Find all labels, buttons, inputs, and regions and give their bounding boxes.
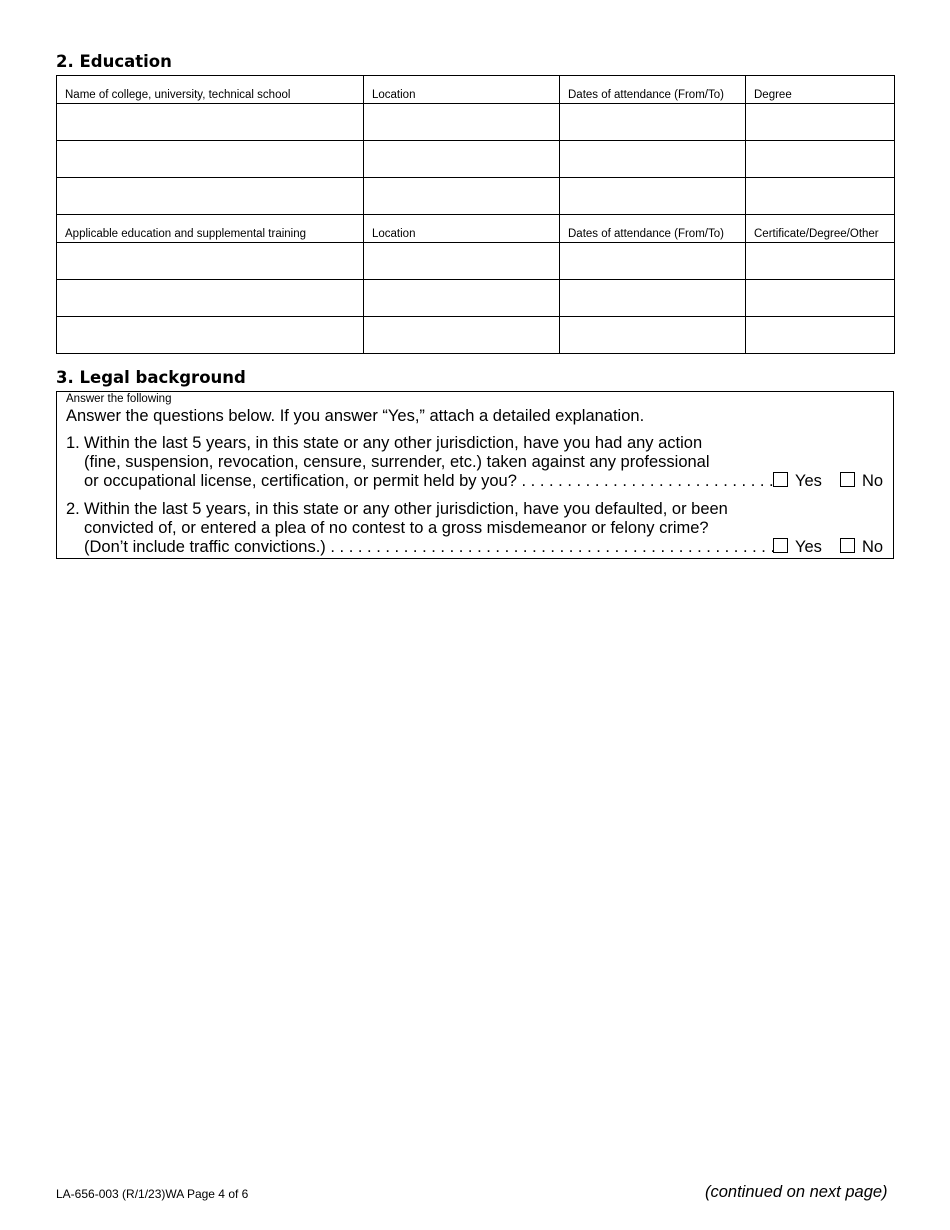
training-name-field[interactable] [57, 280, 364, 317]
legal-intro: Answer the questions below. If you answer “Yes,” attach a detailed explanation. [66, 407, 645, 425]
certificate-field[interactable] [746, 243, 895, 280]
question-text-line: or occupational license, certification, or permit held by you? . . . [84, 472, 774, 491]
dates-field[interactable] [560, 178, 746, 215]
education-table [56, 75, 895, 354]
education-section-title: 2. Education [56, 52, 172, 71]
degree-field[interactable] [746, 178, 895, 215]
column-header-training: Applicable education and supplemental training [57, 215, 364, 243]
question-number: 2. [66, 500, 80, 518]
question-text-line: convicted of, or entered a plea of no contest to a gross misdemeanor or felony crime? [84, 519, 709, 537]
column-header-dates: Dates of attendance (From/To) [560, 215, 746, 243]
certificate-field[interactable] [746, 280, 895, 317]
school-name-field[interactable] [57, 178, 364, 215]
dates-field[interactable] [560, 104, 746, 141]
education-entry-row [57, 178, 895, 215]
dates-field[interactable] [560, 243, 746, 280]
training-name-field[interactable] [57, 317, 364, 354]
column-header-dates: Dates of attendance (From/To) [560, 76, 746, 104]
yes-option[interactable] [773, 472, 822, 491]
no-option[interactable] [840, 538, 883, 557]
no-label: No [862, 472, 884, 490]
school-name-field[interactable] [57, 104, 364, 141]
column-header-school-name: Name of college, university, technical school [57, 76, 364, 104]
legal-question-1 [66, 434, 886, 491]
yes-checkbox[interactable] [773, 472, 788, 487]
question-number: 1. [66, 434, 80, 452]
question-text-line: (Don’t include traffic convictions.) . . . [84, 538, 774, 557]
continued-note: (continued on next page) [705, 1183, 888, 1201]
yes-option[interactable] [773, 538, 822, 557]
column-header-certificate: Certificate/Degree/Other [746, 215, 895, 243]
training-entry-row [57, 317, 895, 354]
legal-background-box [56, 391, 894, 559]
training-entry-row [57, 243, 895, 280]
location-field[interactable] [364, 141, 560, 178]
certificate-field[interactable] [746, 317, 895, 354]
location-field[interactable] [364, 178, 560, 215]
dates-field[interactable] [560, 141, 746, 178]
training-entry-row [57, 280, 895, 317]
form-id-footer: LA-656-003 (R/1/23)WA Page 4 of 6 [56, 1187, 249, 1201]
column-header-location: Location [364, 215, 560, 243]
no-checkbox[interactable] [840, 538, 855, 553]
location-field[interactable] [364, 104, 560, 141]
no-label: No [862, 538, 884, 556]
education-header-row [57, 76, 895, 104]
degree-field[interactable] [746, 141, 895, 178]
education-entry-row [57, 141, 895, 178]
location-field[interactable] [364, 280, 560, 317]
yes-label: Yes [795, 538, 822, 556]
column-header-location: Location [364, 76, 560, 104]
training-name-field[interactable] [57, 243, 364, 280]
education-entry-row [57, 104, 895, 141]
yes-checkbox[interactable] [773, 538, 788, 553]
dates-field[interactable] [560, 317, 746, 354]
location-field[interactable] [364, 243, 560, 280]
location-field[interactable] [364, 317, 560, 354]
question-text-line: Within the last 5 years, in this state or any other jurisdiction, have you had any action [84, 434, 703, 452]
yes-label: Yes [795, 472, 822, 490]
question-text-line: (fine, suspension, revocation, censure, surrender, etc.) taken against any professional [84, 453, 710, 471]
legal-section-title: 3. Legal background [56, 368, 246, 387]
legal-question-2 [66, 500, 886, 557]
dates-field[interactable] [560, 280, 746, 317]
column-header-degree: Degree [746, 76, 895, 104]
degree-field[interactable] [746, 104, 895, 141]
no-checkbox[interactable] [840, 472, 855, 487]
question-text-line: Within the last 5 years, in this state or any other jurisdiction, have you defaulted, or been [84, 500, 728, 518]
no-option[interactable] [840, 472, 883, 491]
legal-caption: Answer the following [66, 393, 172, 405]
school-name-field[interactable] [57, 141, 364, 178]
training-header-row [57, 215, 895, 243]
